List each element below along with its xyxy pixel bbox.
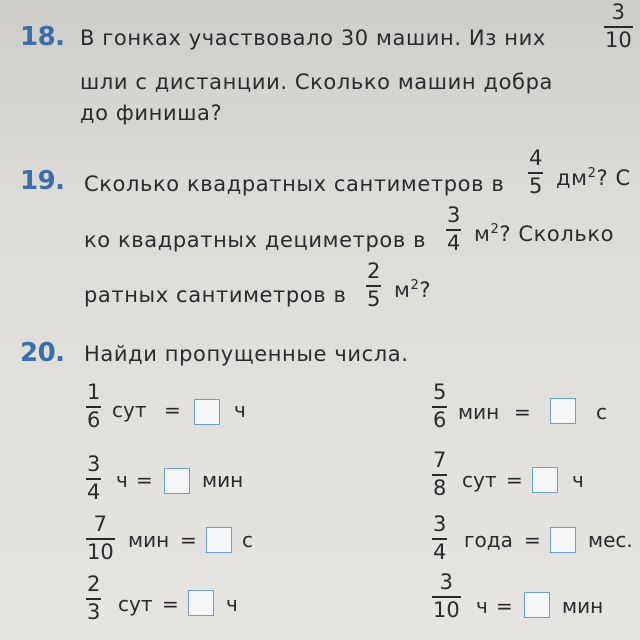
item-fraction [86,514,115,563]
problem-19-line-1: Сколько квадратных сантиметров в [84,172,505,196]
item-fraction [432,450,447,499]
problem-19-line-2: ко квадратных дециметров в [84,228,427,252]
answer-box[interactable] [164,468,190,494]
problem-19-fraction-1 [528,148,543,197]
item-unit: ч [476,594,488,618]
fraction-numerator: 3 [439,570,454,594]
fraction-denominator: 10 [433,598,460,622]
item-fraction [86,574,101,623]
problem-19-fraction-2 [446,205,461,254]
item-fraction [432,382,447,431]
item-unit: сут [112,398,147,422]
item-fraction [432,514,447,563]
superscript: 2 [587,166,597,181]
fraction-numerator: 5 [433,380,447,404]
problem-19-line-1-unit [556,166,631,190]
fraction-denominator: 5 [529,174,543,198]
item-fraction [86,454,101,503]
item-fraction [432,572,461,621]
equals-sign: = [496,594,513,618]
problem-18-fraction [604,2,633,51]
equals-sign: = [180,528,197,552]
answer-box[interactable] [524,592,550,618]
answer-box[interactable] [188,590,214,616]
item-result-unit: с [596,400,607,424]
fraction-denominator: 4 [447,231,461,255]
unit-dm: дм [556,166,588,190]
fraction-denominator: 5 [367,287,381,311]
problem-18-number: 18. [20,22,65,52]
item-unit: мин [458,400,500,424]
item-result-unit: ч [234,398,246,422]
problem-19-line-3-unit [394,278,431,302]
fraction-numerator: 3 [447,203,461,227]
problem-19-line-2-unit [474,222,614,246]
fraction-numerator: 7 [433,448,447,472]
item-fraction [86,382,101,431]
answer-box[interactable] [194,399,220,425]
fraction-denominator: 3 [87,600,101,624]
equals-sign: = [136,468,153,492]
unit-m: м [394,278,411,302]
fraction-denominator: 4 [87,480,101,504]
problem-18-line-1: В гонках участвовало 30 машин. Из них [80,26,546,50]
fraction-denominator: 6 [87,408,101,432]
item-result-unit: ч [572,468,584,492]
item-unit: мин [128,528,170,552]
item-result-unit: мес. [588,528,633,552]
superscript: 2 [410,278,420,293]
fraction-denominator: 4 [433,540,447,564]
fraction-numerator: 4 [529,146,543,170]
fraction-numerator: 3 [87,452,101,476]
problem-20-number: 20. [20,338,65,368]
fraction-denominator: 10 [605,28,632,52]
fraction-numerator: 3 [433,512,447,536]
item-unit: года [464,528,513,552]
equals-sign: = [514,400,531,424]
fraction-numerator: 2 [87,572,101,596]
item-unit: ч [116,468,128,492]
item-result-unit: ч [226,592,238,616]
item-unit: сут [118,592,153,616]
fraction-denominator: 8 [433,476,447,500]
equals-sign: = [506,468,523,492]
fraction-denominator: 6 [433,408,447,432]
equals-sign: = [524,528,541,552]
item-unit: сут [462,468,497,492]
superscript: 2 [490,222,500,237]
fraction-numerator: 3 [611,0,626,24]
answer-box[interactable] [532,467,558,493]
problem-19-number: 19. [20,166,65,196]
line-tail: ? С [596,166,631,190]
answer-box[interactable] [206,527,232,553]
equals-sign: = [164,398,181,422]
unit-m: м [474,222,491,246]
fraction-numerator: 2 [367,259,381,283]
fraction-numerator: 1 [87,380,101,404]
line-tail: ? Сколько [499,222,615,246]
equals-sign: = [162,592,179,616]
problem-19-line-3: ратных сантиметров в [84,283,347,307]
line-tail: ? [419,278,432,302]
problem-18-line-3: до финиша? [80,101,223,125]
fraction-numerator: 7 [93,512,108,536]
item-result-unit: с [242,528,253,552]
item-result-unit: мин [562,594,604,618]
problem-20-title: Найди пропущенные числа. [84,342,409,366]
fraction-denominator: 10 [87,540,114,564]
answer-box[interactable] [550,527,576,553]
problem-18-line-2: шли с дистанции. Сколько машин добра [80,70,553,94]
problem-19-fraction-3 [366,261,381,310]
item-result-unit: мин [202,468,244,492]
answer-box[interactable] [550,398,576,424]
